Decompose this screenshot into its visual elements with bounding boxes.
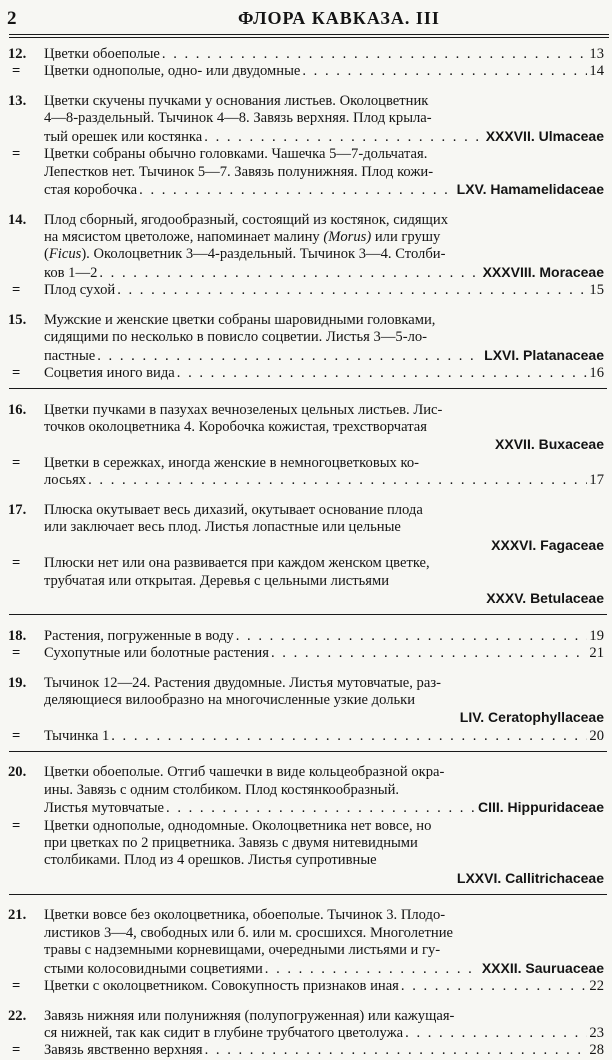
key-entry-15 [0, 312, 612, 365]
entry-number: 20. [8, 764, 27, 781]
key-entry-12 [0, 46, 612, 63]
key-entry-18 [0, 628, 612, 645]
key-entry-22 [0, 1008, 612, 1043]
family-name: LXVI. Platanaceae [484, 346, 604, 363]
key-body [0, 46, 612, 1060]
text-line [44, 436, 604, 454]
header-rule-second [9, 37, 609, 38]
text-line: Плод сборный, ягодообразный, состоящий из костянок, сидящих [44, 211, 448, 228]
entry-number: 21. [8, 907, 27, 924]
entry-number: 15. [8, 311, 27, 328]
lead-line: тый орешек или костянка . . . XXXVII. Ulmaceae [44, 128, 604, 146]
alternative-sign: = [12, 282, 21, 299]
text-line: Тычинок 12—24. Растения двудомные. Листья мутовчатые, раз- [44, 674, 441, 691]
text-line: Цветки в сережках, иногда женские в немногоцветковых ко- [44, 454, 419, 471]
text-line: деляющиеся вилообразно на многочисленные узкие дольки [44, 691, 416, 708]
text-line: при цветках по 2 прицветника. Завязь с двумя нитевидными [44, 834, 418, 851]
key-entry-22-alt [0, 1042, 612, 1059]
alternative-sign: = [12, 727, 21, 744]
lead-line: ков 1—2 . . . XXXVIII. Moraceae [44, 264, 604, 282]
alternative-sign: = [12, 1042, 21, 1059]
lead-ref: 20 [589, 727, 604, 744]
lead-ref: 23 [589, 1024, 604, 1041]
entry-number: 16. [8, 401, 27, 418]
lead-ref: 13 [589, 46, 604, 62]
text-line: Мужские и женские цветки собраны шаровидными головками, [44, 311, 436, 328]
lead-line: лосьях . . . 17 [44, 472, 604, 489]
lead-line: ся нижней, так как сидит в глубине трубчатого цветолужа . . . 23 [44, 1025, 604, 1042]
alternative-sign: = [12, 817, 21, 834]
lead-ref: 22 [589, 977, 604, 994]
key-entry-19 [0, 675, 612, 728]
text-line: Плюска окутывает весь дихазий, окутывает основание плода [44, 501, 423, 518]
key-entry-14 [0, 212, 612, 283]
text-line [44, 870, 604, 888]
family-name: XXXII. Sauruaceae [481, 959, 604, 976]
lead-line: Плод сухой . . . 15 [44, 282, 604, 299]
entry-number: 22. [8, 1007, 27, 1024]
text-line: Цветки скучены пучками у основания листьев. Околоцветник [44, 93, 429, 109]
key-entry-21-alt [0, 978, 612, 995]
entry-number: 17. [8, 501, 27, 518]
text-line: Цветки собраны обычно головками. Чашечка 5—7-дольчатая. [44, 146, 428, 163]
text-line: Цветки обоеполые. Отгиб чашечки в виде кольцеобразной окра- [44, 764, 445, 781]
key-entry-13 [0, 93, 612, 146]
key-entry-13-alt [0, 146, 612, 199]
lead-line: Цветки с околоцветником. Совокупность признаков иная . . . 22 [44, 978, 604, 995]
lead-line: Завязь явственно верхняя . . . 28 [44, 1042, 604, 1059]
key-entry-17 [0, 502, 612, 555]
family-name: LXXVI. Callitrichaceae [456, 869, 604, 886]
text-line: столбиками. Плод из 4 орешков. Листья супротивные [44, 852, 377, 869]
entry-number: 19. [8, 674, 27, 691]
lead-ref: 21 [589, 644, 604, 661]
genus-name: Ficus [48, 246, 82, 263]
key-entry-19-alt [0, 728, 612, 745]
section-divider [9, 388, 607, 389]
entry-number: 14. [8, 211, 27, 228]
family-name: LIV. Ceratophyllaceae [459, 709, 604, 726]
entry-number: 12. [8, 46, 27, 62]
text-line: Цветки вовсе без околоцветника, обоеполые. Тычинок 3. Плодо- [44, 907, 446, 924]
lead-line: пастные . . . LXVI. Platanaceae [44, 347, 604, 365]
text-line: Цветки однополые, однодомные. Околоцветника нет вовсе, но [44, 817, 432, 834]
lead-line: Соцветия иного вида . . . 16 [44, 365, 604, 382]
family-name: XXXV. Betulaceae [486, 589, 604, 606]
lead-line: Цветки однополые, одно- или двудомные . . . 14 [44, 63, 604, 80]
lead-line: Сухопутные или болотные растения . . . 21 [44, 645, 604, 662]
text-line: травы с надземными корневищами, очередными листьями и гу- [44, 942, 441, 959]
key-entry-12-alt [0, 63, 612, 80]
alternative-sign: = [12, 555, 21, 572]
lead-line: Листья мутовчатые . . . CIII. Hippuridaceae [44, 799, 604, 817]
family-name: LXV. Hamamelidaceae [456, 181, 604, 198]
key-entry-18-alt [0, 645, 612, 662]
alternative-sign: = [12, 146, 21, 163]
text-line: Цветки пучками в пазухах вечнозеленых цельных листьев. Лис- [44, 401, 443, 418]
section-divider [9, 751, 607, 752]
text-line: 4—8-раздельный. Тычинок 4—8. Завязь верхняя. Плод крыла- [44, 110, 432, 127]
lead-line: Цветки обоеполые . . . 13 [44, 46, 604, 63]
text-line: на мясистом цветоложе, напоминает малину (Morus) или грушу [44, 229, 441, 246]
alternative-sign: = [12, 977, 21, 994]
genus-name: (Morus) [323, 229, 372, 246]
text-line: Завязь нижняя или полунижняя (полупогруженная) или кажущая- [44, 1007, 455, 1024]
family-name: XXXVIII. Moraceae [482, 263, 604, 280]
section-divider [9, 614, 607, 615]
alternative-sign: = [12, 644, 21, 661]
entry-number: 18. [8, 627, 27, 644]
alternative-sign: = [12, 454, 21, 471]
text-line [44, 709, 604, 727]
lead-ref: 28 [589, 1042, 604, 1059]
key-entry-17-alt [0, 555, 612, 608]
entry-number: 13. [8, 93, 27, 109]
key-entry-20 [0, 764, 612, 817]
running-title: ФЛОРА КАВКАЗА. III [238, 8, 440, 28]
text-line [44, 590, 604, 608]
family-name: XXXVII. Ulmaceae [485, 127, 604, 144]
lead-line: стыми колосовидными соцветиями . . . XXXII. Sauruaceae [44, 960, 604, 978]
text-line: точков околоцветника 4. Коробочка кожистая, трехстворчатая [44, 419, 427, 436]
text-line: Плюски нет или она развивается при каждом женском цветке, [44, 555, 430, 572]
key-entry-14-alt [0, 282, 612, 299]
section-divider [9, 894, 607, 895]
text-line: Лепестков нет. Тычинок 5—7. Завязь полунижняя. Плод кожи- [44, 163, 434, 180]
text-line: трубчатая или открытая. Деревья с цельными листьями [44, 572, 390, 589]
text-line: или заключает весь плод. Листья лопастные или цельные [44, 519, 401, 536]
lead-line: стая коробочка . . . LXV. Hamamelidaceae [44, 181, 604, 199]
alternative-sign: = [12, 63, 21, 80]
key-entry-20-alt [0, 818, 612, 889]
lead-line: Тычинка 1 . . . 20 [44, 728, 604, 745]
family-name: CIII. Hippuridaceae [477, 799, 604, 816]
text-line: ины. Завязь с одним столбиком. Плод костянкообразный. [44, 781, 400, 798]
text-line: сидящими по несколько в повисло соцветии. Листья 3—5-ло- [44, 329, 428, 346]
lead-ref: 19 [589, 627, 604, 644]
alternative-sign: = [12, 365, 21, 382]
text-line [44, 537, 604, 555]
key-entry-15-alt [0, 365, 612, 382]
family-name: XXVII. Buxaceae [495, 436, 604, 453]
text-line: (Ficus). Околоцветник 3—4-раздельный. Тычинок 3—4. Столби- [44, 246, 446, 263]
page-number: 2 [7, 8, 17, 29]
lead-line: Растения, погруженные в воду . . . 19 [44, 628, 604, 645]
page-header [0, 0, 612, 38]
lead-ref: 16 [589, 365, 604, 382]
lead-ref: 15 [589, 282, 604, 299]
key-entry-21 [0, 907, 612, 978]
header-rule [9, 34, 609, 35]
family-name: XXXVI. Fagaceae [491, 536, 604, 553]
key-entry-16 [0, 402, 612, 455]
lead-ref: 17 [589, 472, 604, 489]
key-entry-16-alt [0, 455, 612, 490]
text-line: листиков 3—4, свободных или б. или м. сросшихся. Многолетние [44, 924, 454, 941]
lead-ref: 14 [589, 63, 604, 80]
